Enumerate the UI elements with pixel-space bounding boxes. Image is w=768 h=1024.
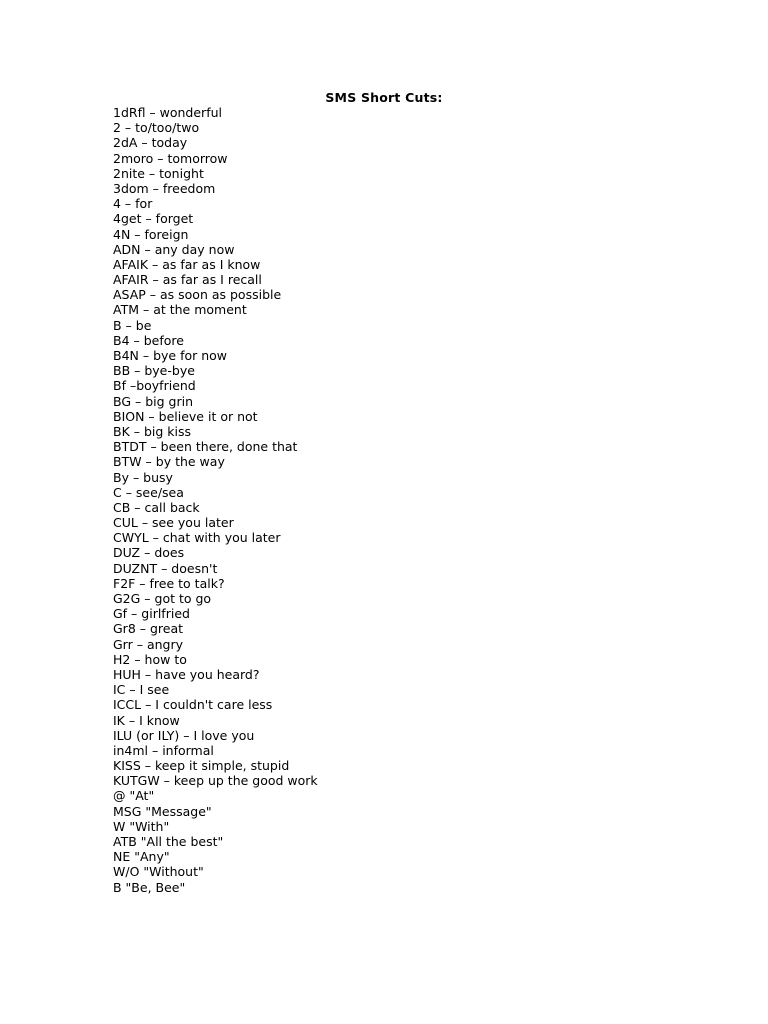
list-item: BG – big grin bbox=[113, 393, 194, 409]
list-item: CWYL – chat with you later bbox=[113, 530, 281, 546]
list-item: 3dom – freedom bbox=[113, 180, 216, 196]
list-item: BTW – by the way bbox=[113, 454, 225, 470]
list-item: ATM – at the moment bbox=[113, 302, 247, 318]
list-item: H2 – how to bbox=[113, 651, 187, 667]
shortcut-list bbox=[113, 105, 318, 895]
list-item: B "Be, Bee" bbox=[113, 879, 186, 895]
list-item: C – see/sea bbox=[113, 484, 184, 500]
list-item: 2dA – today bbox=[113, 135, 188, 151]
list-item: W/O "Without" bbox=[113, 864, 204, 880]
list-item: W "With" bbox=[113, 818, 170, 834]
list-item: Gf – girlfried bbox=[113, 606, 190, 622]
list-item: BTDT – been there, done that bbox=[113, 439, 298, 455]
list-item: BK – big kiss bbox=[113, 423, 192, 439]
list-item: B – be bbox=[113, 317, 152, 333]
list-item: KUTGW – keep up the good work bbox=[113, 773, 318, 789]
list-item: 2moro – tomorrow bbox=[113, 150, 228, 166]
list-item: AFAIK – as far as I know bbox=[113, 256, 261, 272]
page-title: SMS Short Cuts: bbox=[325, 90, 443, 105]
list-item: NE "Any" bbox=[113, 849, 170, 865]
list-item: CUL – see you later bbox=[113, 515, 234, 531]
list-item: 4get – forget bbox=[113, 211, 194, 227]
list-item: ASAP – as soon as possible bbox=[113, 287, 282, 303]
list-item: By – busy bbox=[113, 469, 173, 485]
list-item: MSG "Message" bbox=[113, 803, 212, 819]
list-item: BB – bye-bye bbox=[113, 363, 195, 379]
list-item: KISS – keep it simple, stupid bbox=[113, 758, 290, 774]
list-item: Bf –boyfriend bbox=[113, 378, 196, 394]
list-item: B4N – bye for now bbox=[113, 348, 228, 363]
list-item: DUZ – does bbox=[113, 545, 185, 561]
list-item: B4 – before bbox=[113, 332, 184, 348]
list-item: 4 – for bbox=[113, 196, 153, 212]
list-item: 4N – foreign bbox=[113, 226, 189, 242]
list-item: 1dRfl – wonderful bbox=[113, 105, 222, 120]
list-item: @ "At" bbox=[113, 788, 155, 804]
list-item: BION – believe it or not bbox=[113, 408, 258, 424]
list-item: 2nite – tonight bbox=[113, 165, 204, 181]
list-item: Gr8 – great bbox=[113, 621, 184, 637]
list-item: F2F – free to talk? bbox=[113, 575, 225, 591]
list-item: Grr – angry bbox=[113, 636, 183, 652]
list-item: ADN – any day now bbox=[113, 241, 235, 257]
list-item: G2G – got to go bbox=[113, 591, 212, 606]
list-item: in4ml – informal bbox=[113, 742, 214, 758]
list-item: ILU (or ILY) – I love you bbox=[113, 727, 255, 743]
list-item: HUH – have you heard? bbox=[113, 666, 260, 682]
list-item: 2 – to/too/two bbox=[113, 120, 200, 136]
list-item: ATB "All the best" bbox=[113, 834, 224, 849]
list-item: CB – call back bbox=[113, 499, 200, 515]
list-item: IK – I know bbox=[113, 712, 180, 728]
list-item: ICCL – I couldn't care less bbox=[113, 697, 273, 713]
list-item: AFAIR – as far as I recall bbox=[113, 272, 262, 288]
list-item: IC – I see bbox=[113, 682, 170, 698]
list-item: DUZNT – doesn't bbox=[113, 560, 218, 576]
